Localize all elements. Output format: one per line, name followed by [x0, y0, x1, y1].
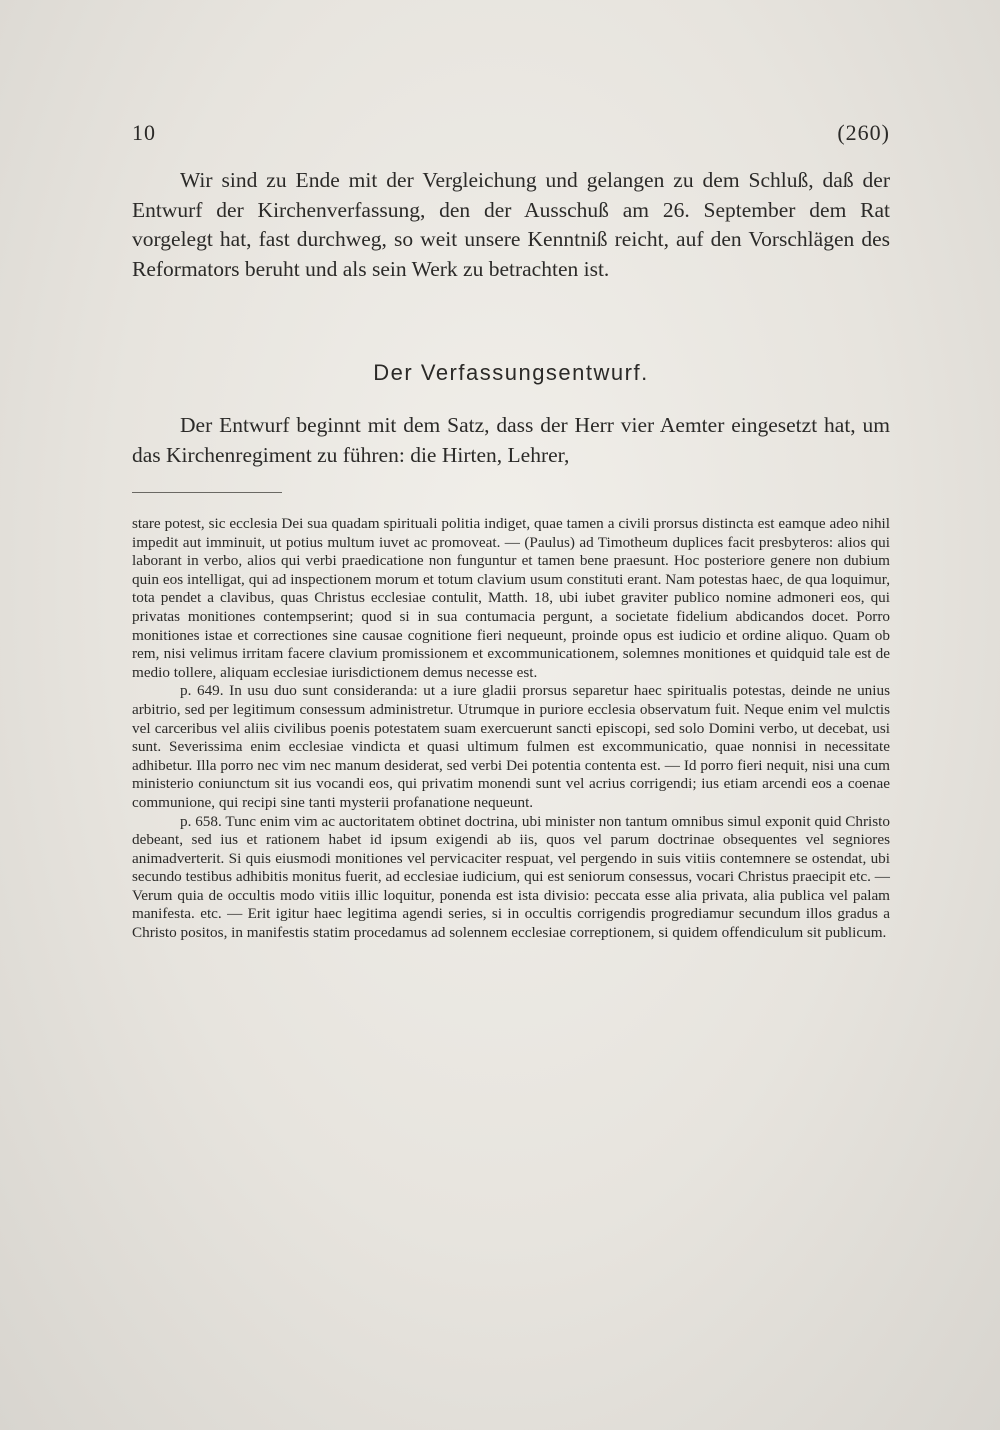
footnote-paragraph-2: p. 649. In usu duo sunt consideranda: ut a iure gladii prorsus separetur haec spiritualis potestas, deinde ne unius arbitrio, sed per legitimum consessum administretur. Utrumque in puriore ecclesia observatum fuit. Neque enim vel mulctis vel carceribus vel aliis civilibus poenis potestatem suam exercuerunt sancti episcopi, sed solo Domini verbo, ut decebat, usi sunt. Severissima enim ecclesiae vindicta et quasi ultimum fulmen est excommunicatio, quae nonnisi in necessitate adhibetur. Illa porro nec vim nec manum desiderat, sed verbi Dei potentia contenta est. — Id porro fieri nequit, nisi una cum ministerio coniunctum sit ius vocandi eos, qui privatim monendi sunt vel acrius corrigendi; ius etiam arcendi eos a coenae communione, qui recipi sine tanti mysterii profanatione nequeunt. — [132, 682, 890, 811]
footnote-divider — [132, 492, 282, 493]
section-heading: Der Verfassungsentwurf. — [373, 360, 649, 385]
paragraph-conclusion: Wir sind zu Ende mit der Vergleichung und gelangen zu dem Schluß, daß der Entwurf der Kirchenverfassung, den der Ausschuß am 26. September dem Rat vorgelegt hat, fast durchweg, so weit unsere Kenntniß reicht, auf den Vorschlägen des Reformators beruht und als sein Werk zu betrachten ist. — [132, 168, 890, 281]
body-text-section — [132, 411, 890, 470]
footnote-paragraph-1: stare potest, sic ecclesia Dei sua quadam spirituali politia indiget, quae tamen a civili prorsus distincta est eamque adeo nihil impedit aut imminuit, ut potius multum iuvet ac promoveat. — (Paulus) ad Timotheum duplices facit presbyteros: alios qui laborant in verbo, alios qui verbi praedicatione non funguntur et tamen bene praesunt. Hoc posteriore genere non dubium quin eos intelligat, qui ad inspectionem morum et totum clavium usum constituti erant. Nam potestas haec, de qua loquimur, tota pendet a clavibus, quas Christus ecclesiae contulit, Matth. 18, ubi iubet graviter publico nomine admoneri eos, qui privatas monitiones contempserint; quod si in sua contumacia pergunt, a societate fidelium abdicandos docet. Porro monitiones istae et correctiones sine causae cognitione fieri nequeunt, proinde opus est iudicio et ordine aliquo. Quam ob rem, nisi velimus irritam facere clavium promissionem et excommunicationem, solemnes monitiones et quidquid tale est de medio tollere, aliquam ecclesiae iurisdictionem demus necesse est. — [132, 515, 890, 681]
footnotes-block — [132, 515, 890, 943]
running-header — [132, 120, 890, 146]
paragraph-draft-intro: Der Entwurf beginnt mit dem Satz, dass der Herr vier Aemter eingesetzt hat, um das Kirchenregiment zu führen: die Hirten, Lehrer, — [132, 413, 890, 467]
page-number: 10 — [132, 120, 156, 145]
body-text-top — [132, 166, 890, 284]
footnote-paragraph-3: p. 658. Tunc enim vim ac auctoritatem obtinet doctrina, ubi minister non tantum omnibus simul exponit quid Christo debeant, sed ius et rationem habet id ipsum exigendi ab iis, quos vel parum doctrinae obsequentes vel segniores animadverterit. Si quis eiusmodi monitiones vel pervicaciter respuat, vel pergendo in suis vitiis contemnere se ostendat, ubi secundo testibus adhibitis monitus fuerit, ad ecclesiae iudicium, qui est seniorum consessus, vocari Christus praecipit etc. — Verum quia de occultis modo vitiis illic loquitur, ponenda est ista divisio: peccata esse alia privata, alia publica vel palam manifesta. etc. — Erit igitur haec legitima agendi series, si in occultis corrigendis progrediamur secundum illos gradus a Christo positos, in manifestis statim procedamus ad solennem ecclesiae correptionem, si quidem offendiculum sit publicum. — [132, 812, 890, 942]
page-reference: (260) — [837, 120, 890, 145]
